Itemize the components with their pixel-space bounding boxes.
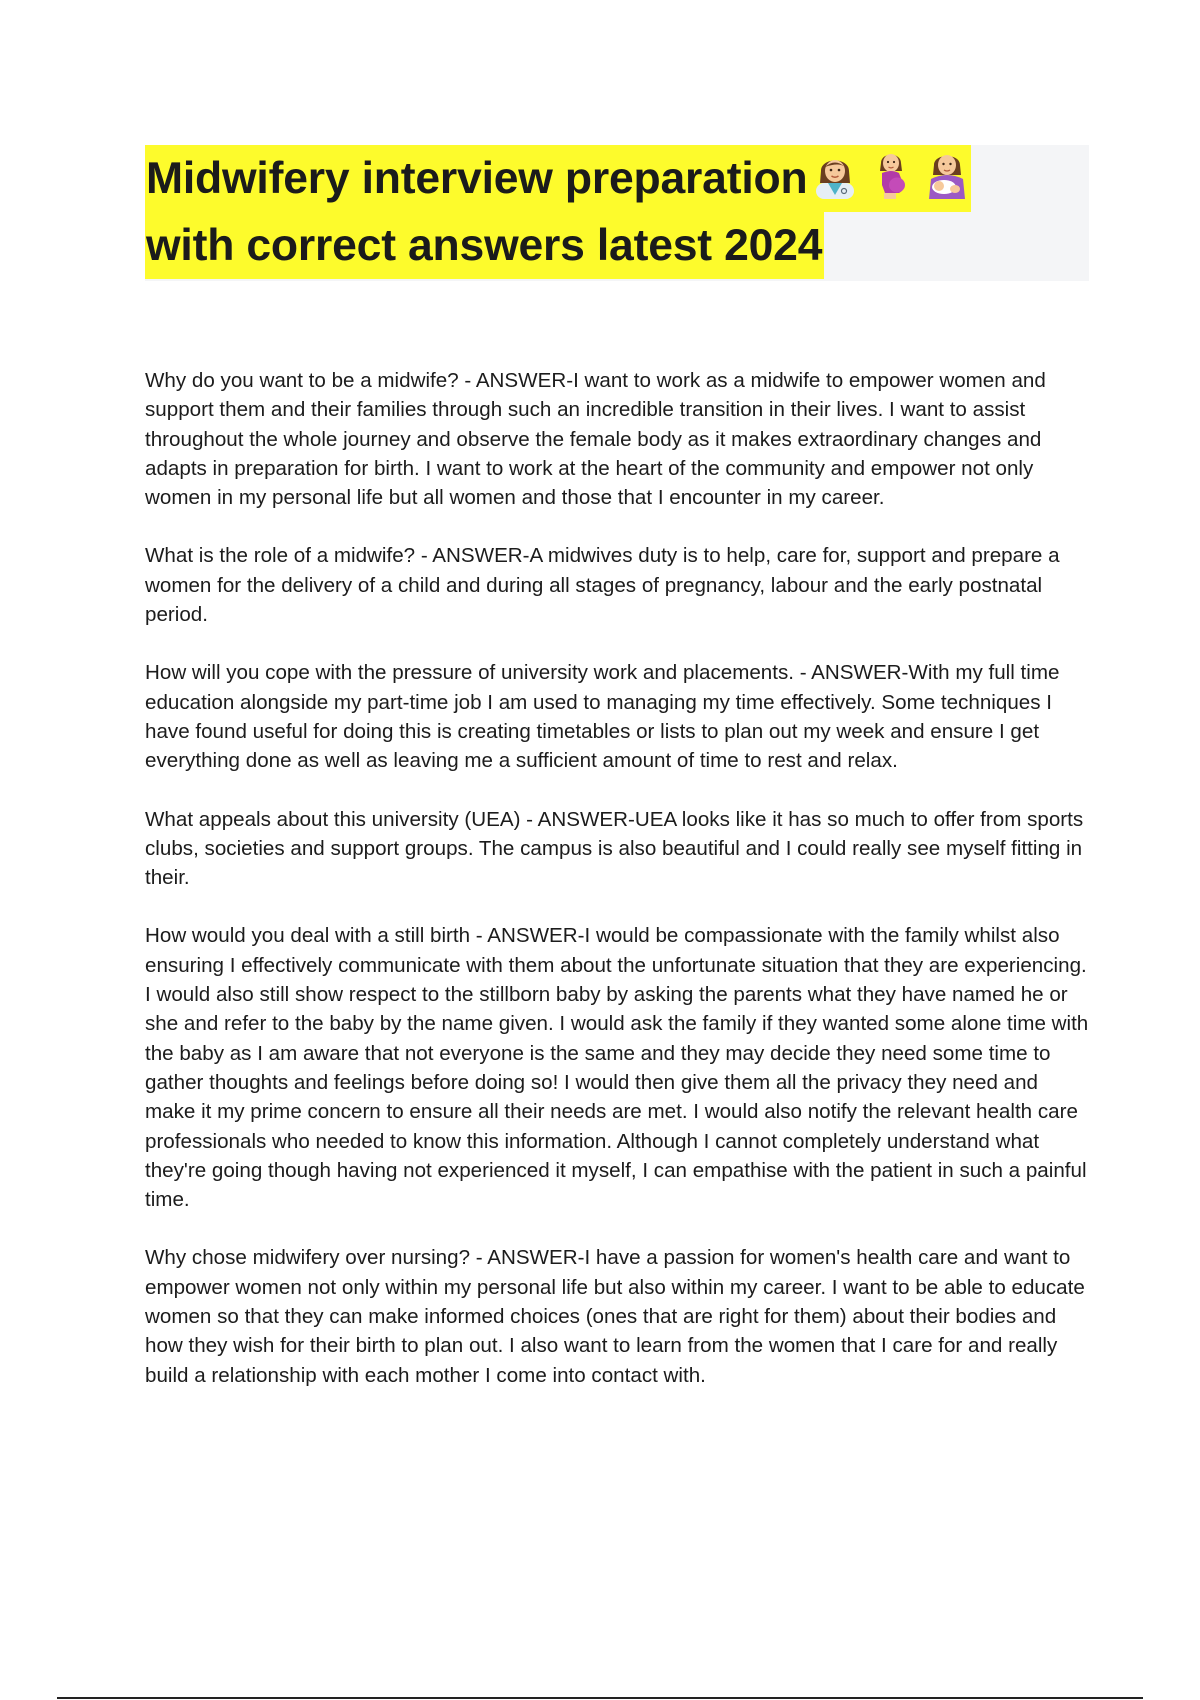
title-line-1-text: Midwifery interview preparation bbox=[146, 154, 808, 203]
qa-question: Why chose midwifery over nursing? bbox=[145, 1246, 471, 1270]
qa-separator: - ANSWER- bbox=[415, 544, 530, 568]
qa-question: What appeals about this university (UEA) bbox=[145, 807, 521, 831]
title-line-1 bbox=[145, 145, 971, 212]
qa-question: Why do you want to be a midwife? bbox=[145, 369, 459, 392]
qa-answer: I would be compassionate with the family whilst also ensuring I effectively communicate with them about the unfortunate situation that they are experiencing. I would also still show respect to the stillborn baby by asking the parents what they have named he or she and refer to the baby by the name given. I would ask the family if they wanted some alone time with the baby as I am aware that not everyone is the same and they may decide they need some time to gather thoughts and feelings before doing so! I would then give them all the privacy they need and make it my prime concern to ensure all their needs are met. I would also notify the relevant health care professionals who needed to know this information. Although I cannot completely understand what they're going though having not experienced it myself, I can empathise with the patient in such a painful time. bbox=[145, 924, 1089, 1212]
pregnant-woman-icon bbox=[869, 149, 913, 199]
page-title bbox=[145, 145, 1089, 279]
qa-question: How would you deal with a still birth bbox=[145, 924, 471, 948]
qa-question: How will you cope with the pressure of university work and placements. bbox=[145, 661, 794, 685]
title-line-2: with correct answers latest 2024 bbox=[145, 212, 824, 279]
qa-answer: I have a passion for women's health care and want to empower women not only within my personal life but also within my career. I want to be able to educate women so that they can make informed choices (ones that are right for them) about their bodies and how they wish for their birth to plan out. I also want to learn from the women that I care for and really build a relationship with each mother I come into contact with. bbox=[145, 1246, 1085, 1387]
breastfeeding-woman-icon bbox=[925, 149, 969, 199]
qa-answer: UEA looks like it has so much to offer from sports clubs, societies and support groups. The campus is also beautiful and I could really see myself fitting in their. bbox=[145, 807, 1084, 890]
qa-item bbox=[145, 541, 1090, 629]
qa-item bbox=[145, 805, 1090, 893]
title-block bbox=[145, 145, 1089, 281]
qa-separator: - ANSWER- bbox=[458, 369, 574, 392]
qa-separator: - ANSWER- bbox=[520, 807, 635, 831]
qa-list bbox=[145, 366, 1090, 1419]
qa-answer: I want to work as a midwife to empower women and support them and their families through such an incredible transition in their lives. I want to assist throughout the whole journey and observe the female body as it makes extraordinary changes and adapts in preparation for birth. I want to work at the heart of the community and empower not only women in my personal life but all women and those that I encounter in my career. bbox=[145, 369, 1046, 510]
qa-answer: With my full time education alongside my part-time job I am used to managing my time effectively. Some techniques I have found useful for doing this is creating timetables or lists to plan out my week and ensure I get everything done as well as leaving me a sufficient amount of time to rest and relax. bbox=[145, 661, 1060, 773]
qa-separator: - ANSWER- bbox=[794, 661, 909, 685]
qa-separator: - ANSWER- bbox=[470, 924, 585, 948]
qa-separator: - ANSWER- bbox=[470, 1246, 585, 1270]
qa-item bbox=[145, 658, 1090, 775]
qa-answer: A midwives duty is to help, care for, support and prepare a women for the delivery of a child and during all stages of pregnancy, labour and the early postnatal period. bbox=[145, 544, 1060, 627]
qa-item bbox=[145, 366, 1090, 512]
health-worker-woman-icon bbox=[813, 149, 857, 199]
qa-item bbox=[145, 921, 1090, 1214]
page-bottom-rule bbox=[57, 1697, 1143, 1699]
title-emojis bbox=[813, 149, 969, 199]
qa-question: What is the role of a midwife? bbox=[145, 544, 416, 568]
qa-item bbox=[145, 1243, 1090, 1389]
